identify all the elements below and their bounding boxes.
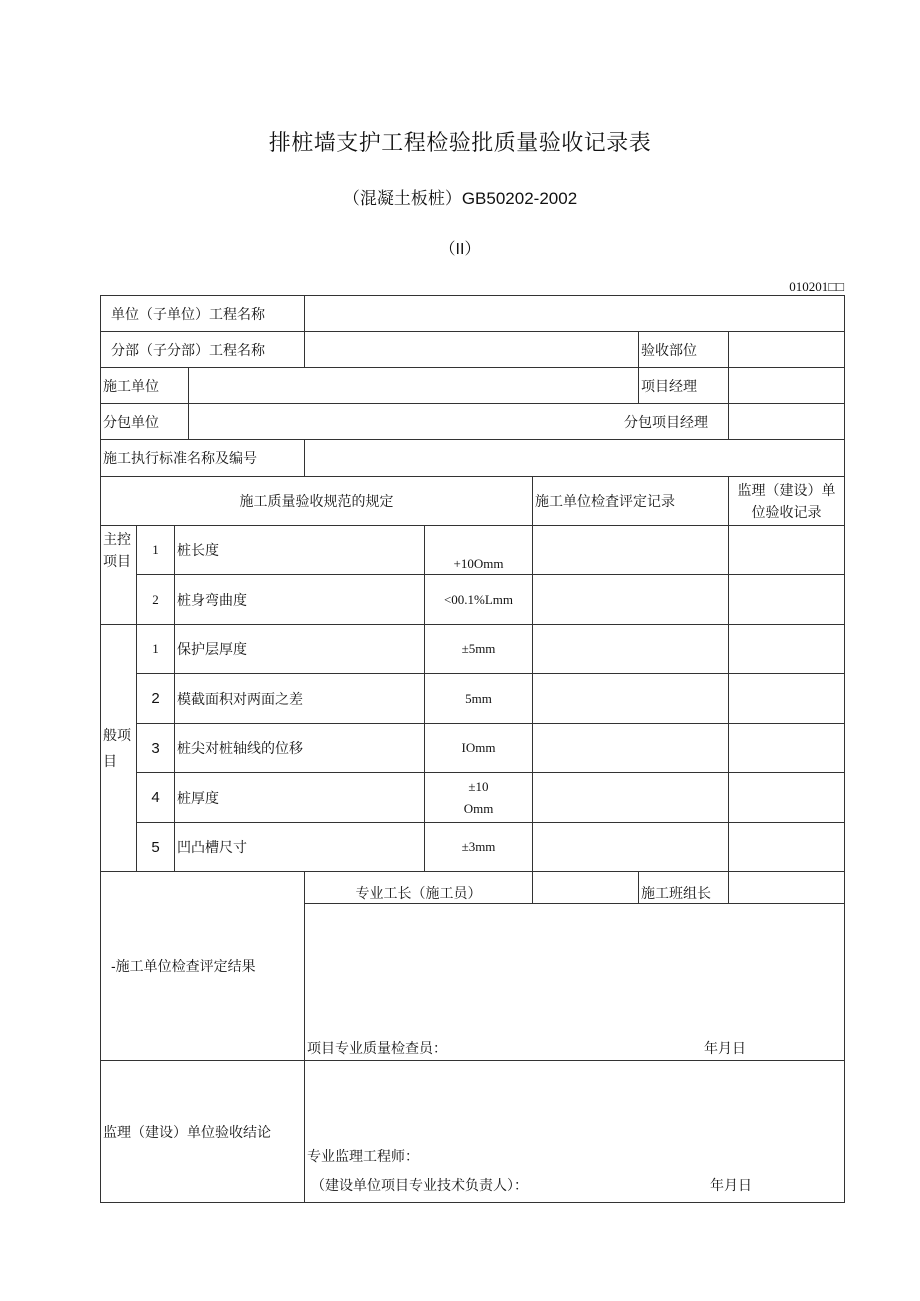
general-item-no: 1 bbox=[137, 625, 175, 674]
main-item-standard: +10Omm bbox=[425, 526, 533, 575]
main-item-check[interactable] bbox=[533, 526, 729, 575]
general-item-row bbox=[101, 674, 845, 724]
construction-check-header: 施工单位检査评定记录 bbox=[533, 477, 729, 526]
general-item-standard bbox=[425, 773, 533, 823]
main-item-accept[interactable] bbox=[729, 526, 845, 575]
general-item-no: 2 bbox=[137, 674, 175, 724]
row-subcontract-unit bbox=[101, 404, 845, 440]
row-standard bbox=[101, 440, 845, 477]
general-item-check[interactable] bbox=[533, 625, 729, 674]
foreman-label: 专业工长（施工员） bbox=[305, 872, 533, 904]
main-item-check[interactable] bbox=[533, 575, 729, 625]
general-item-name: 桩厚度 bbox=[175, 773, 425, 823]
acceptance-part-value[interactable] bbox=[729, 332, 845, 368]
main-item-row bbox=[101, 575, 845, 625]
form-title: 排桩墙支护工程检验批质量验收记录表 bbox=[268, 130, 652, 155]
general-item-standard-line2: Omm bbox=[463, 800, 494, 816]
main-item-name: 桩长度 bbox=[175, 526, 425, 575]
standard-value[interactable] bbox=[305, 440, 845, 477]
project-manager-value[interactable] bbox=[729, 368, 845, 404]
form-code-number: 010201 bbox=[789, 279, 829, 294]
owner-label: （建设单位项目专业技术负责人）： bbox=[311, 1177, 528, 1193]
general-item-name: 模截面积对两面之差 bbox=[175, 674, 425, 724]
conclusion-date-label: 年月日 bbox=[710, 1177, 752, 1193]
row-column-headers bbox=[101, 477, 845, 526]
subcontract-manager-label: 分包项目经理 bbox=[189, 404, 729, 440]
result-date-label: 年月日 bbox=[704, 1040, 746, 1056]
general-item-accept[interactable] bbox=[729, 773, 845, 823]
general-items-label: 般项目 bbox=[101, 625, 137, 872]
main-items-label: 主控项目 bbox=[101, 526, 137, 625]
main-item-no: 1 bbox=[137, 526, 175, 575]
construction-unit-label: 施工单位 bbox=[101, 368, 189, 404]
row-construction-unit bbox=[101, 368, 845, 404]
result-sign-area[interactable] bbox=[305, 904, 845, 1061]
form-code bbox=[789, 279, 844, 295]
general-item-check[interactable] bbox=[533, 674, 729, 724]
main-item-standard: <00.1%Lmm bbox=[425, 575, 533, 625]
general-item-accept[interactable] bbox=[729, 625, 845, 674]
general-item-no: 3 bbox=[137, 724, 175, 773]
unit-project-value[interactable] bbox=[305, 296, 845, 332]
row-result-signers bbox=[101, 872, 845, 904]
conclusion-sign-area[interactable] bbox=[305, 1061, 845, 1203]
general-item-row bbox=[101, 823, 845, 872]
general-item-standard: IOmm bbox=[425, 724, 533, 773]
team-leader-label: 施工班组长 bbox=[639, 872, 729, 904]
general-item-name: 保护层厚度 bbox=[175, 625, 425, 674]
form-subtitle: （混凝土板桩）GB50202-2002 bbox=[342, 189, 578, 208]
general-item-standard: ±3mm bbox=[425, 823, 533, 872]
result-label: -施工单位检查评定结果 bbox=[101, 872, 305, 1061]
general-item-check[interactable] bbox=[533, 773, 729, 823]
main-item-row bbox=[101, 526, 845, 575]
general-item-name: 桩尖对桩轴线的位移 bbox=[175, 724, 425, 773]
unit-project-label: 单位（子单位）工程名称 bbox=[101, 296, 305, 332]
general-item-name: 凹凸槽尺寸 bbox=[175, 823, 425, 872]
acceptance-table bbox=[100, 295, 845, 1203]
main-item-no: 2 bbox=[137, 575, 175, 625]
general-item-check[interactable] bbox=[533, 724, 729, 773]
conclusion-label: 监理（建设）单位验收结论 bbox=[101, 1061, 305, 1203]
standard-label: 施工执行标准名称及编号 bbox=[101, 440, 305, 477]
subcontract-unit-label: 分包单位 bbox=[101, 404, 189, 440]
sub-project-label: 分部（子分部）工程名称 bbox=[101, 332, 305, 368]
general-item-standard: 5mm bbox=[425, 674, 533, 724]
main-item-name: 桩身弯曲度 bbox=[175, 575, 425, 625]
general-item-row bbox=[101, 724, 845, 773]
spec-header: 施工质量验收规范的规定 bbox=[101, 477, 533, 526]
project-manager-label: 项目经理 bbox=[639, 368, 729, 404]
row-sub-project bbox=[101, 332, 845, 368]
general-item-row bbox=[101, 625, 845, 674]
form-section: （II） bbox=[439, 241, 481, 258]
general-item-standard-line1: ±10 bbox=[468, 778, 489, 794]
general-item-accept[interactable] bbox=[729, 823, 845, 872]
conclusion-signer-line bbox=[307, 1171, 842, 1200]
general-item-row bbox=[101, 773, 845, 823]
row-unit-project bbox=[101, 296, 845, 332]
main-item-accept[interactable] bbox=[729, 575, 845, 625]
form-code-boxes: □□ bbox=[828, 279, 844, 294]
general-item-standard: ±5mm bbox=[425, 625, 533, 674]
subcontract-manager-value[interactable] bbox=[729, 404, 845, 440]
team-leader-value[interactable] bbox=[729, 872, 845, 904]
result-signer-line bbox=[307, 1038, 842, 1058]
sub-project-value[interactable] bbox=[305, 332, 639, 368]
acceptance-part-label: 验收部位 bbox=[639, 332, 729, 368]
engineer-label: 专业监理工程师： bbox=[307, 1148, 419, 1164]
inspector-label: 项目专业质量检查员： bbox=[307, 1040, 447, 1056]
general-item-no: 4 bbox=[137, 773, 175, 823]
supervision-accept-header: 监理（建设）单位验收记录 bbox=[729, 477, 845, 526]
general-item-accept[interactable] bbox=[729, 724, 845, 773]
construction-unit-value[interactable] bbox=[189, 368, 639, 404]
general-item-check[interactable] bbox=[533, 823, 729, 872]
foreman-value[interactable] bbox=[533, 872, 639, 904]
row-conclusion bbox=[101, 1061, 845, 1203]
general-item-no: 5 bbox=[137, 823, 175, 872]
general-item-accept[interactable] bbox=[729, 674, 845, 724]
